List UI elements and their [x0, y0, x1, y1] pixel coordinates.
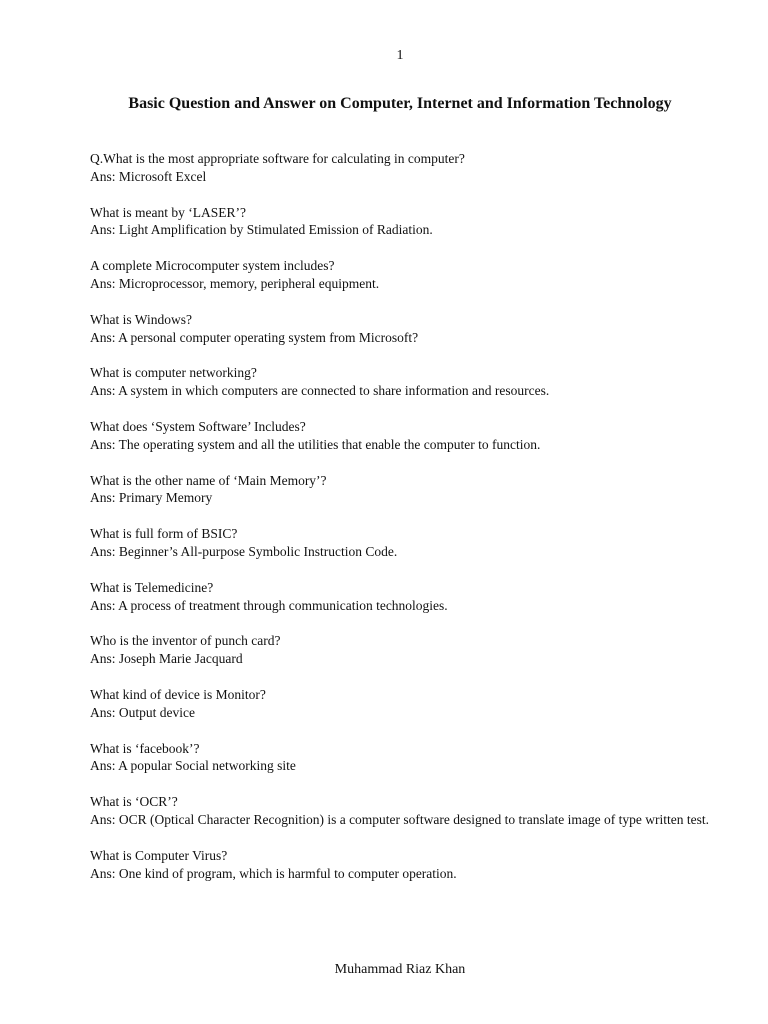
document-title: Basic Question and Answer on Computer, Internet and Information Technology	[128, 95, 672, 112]
question-text: Q.What is the most appropriate software for calculating in computer?	[90, 151, 465, 166]
answer-text: Ans: The operating system and all the utilities that enable the computer to function.	[90, 436, 541, 452]
question-text: What is Telemedicine?	[90, 579, 214, 595]
qa-item	[90, 632, 720, 668]
page-number: 1	[396, 48, 404, 63]
answer-text: Ans: A process of treatment through communication technologies.	[90, 597, 448, 613]
qa-item	[90, 793, 720, 829]
qa-item	[90, 740, 720, 776]
question-text: What is computer networking?	[90, 365, 257, 381]
question-text: What is Computer Virus?	[90, 847, 228, 863]
question-text: What is Windows?	[90, 311, 192, 327]
question-text: What is ‘facebook’?	[90, 740, 200, 756]
qa-item	[90, 311, 720, 347]
answer-text: Ans: OCR (Optical Character Recognition) is a computer software designed to translate image of type written test.	[90, 811, 709, 827]
answer-text: Ans: Primary Memory	[90, 490, 213, 506]
answer-text: Ans: Joseph Marie Jacquard	[90, 651, 243, 667]
question-text: What is meant by ‘LASER’?	[90, 204, 246, 220]
answer-text: Ans: A system in which computers are connected to share information and resources.	[90, 383, 550, 399]
qa-item	[90, 686, 720, 722]
answer-text: Ans: Light Amplification by Stimulated Emission of Radiation.	[90, 222, 433, 238]
question-text: What kind of device is Monitor?	[90, 686, 266, 702]
qa-item	[90, 847, 720, 883]
qa-list	[90, 150, 720, 900]
answer-text: Ans: A popular Social networking site	[90, 758, 296, 774]
footer-author: Muhammad Riaz Khan	[334, 962, 466, 977]
question-text: Who is the inventor of punch card?	[90, 633, 281, 649]
answer-text: Ans: Microsoft Excel	[90, 168, 207, 184]
qa-item	[90, 204, 720, 240]
question-text: What is the other name of ‘Main Memory’?	[90, 472, 327, 488]
qa-item	[90, 579, 720, 615]
qa-item	[90, 472, 720, 508]
answer-text: Ans: Output device	[90, 704, 195, 720]
question-text: What is full form of BSIC?	[90, 526, 238, 542]
answer-text: Ans: One kind of program, which is harmful to computer operation.	[90, 865, 457, 881]
qa-item	[90, 257, 720, 293]
question-text: A complete Microcomputer system includes?	[90, 258, 335, 274]
answer-text: Ans: A personal computer operating system from Microsoft?	[90, 329, 419, 345]
question-text: What is ‘OCR’?	[90, 794, 178, 810]
answer-text: Ans: Beginner’s All-purpose Symbolic Instruction Code.	[90, 543, 398, 559]
qa-item	[90, 418, 720, 454]
qa-item	[90, 150, 720, 186]
question-text: What does ‘System Software’ Includes?	[90, 418, 306, 434]
qa-item	[90, 525, 720, 561]
answer-text: Ans: Microprocessor, memory, peripheral equipment.	[90, 275, 380, 291]
qa-item	[90, 364, 720, 400]
